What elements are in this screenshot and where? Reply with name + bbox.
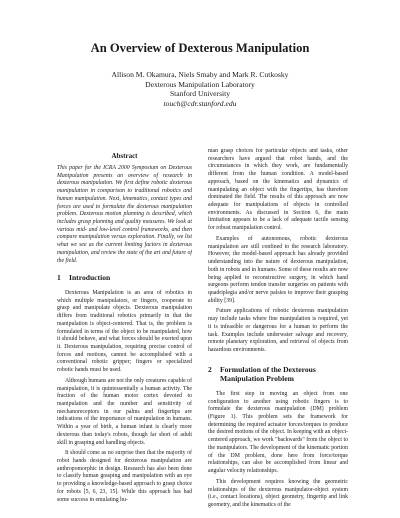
author-block xyxy=(0,70,400,108)
continued-paragraph: man grasp choices for particular objects and tasks, other researchers have argued that robot hands, and the circumstances in which they work, are fundamentally different from the human condition. A model-based approach, based on the kinematics and dynamics of manipulating an object with the fingertips, has therefore dominated the field. The results of this approach are now adequate for manipulations of objects in controlled environments. As discussed in Section 6, the main limitation appears to be a lack of adequate tactile sensing for robust manipulation control. xyxy=(208,148,348,232)
author-email: touch@cdr.stanford.edu xyxy=(163,98,237,108)
left-column xyxy=(57,152,192,518)
section-1-title: Introduction xyxy=(69,273,111,283)
paper-title: An Overview of Dexterous Manipulation xyxy=(90,41,310,55)
section-1-heading xyxy=(57,273,192,283)
abstract-heading: Abstract xyxy=(111,152,138,160)
affiliation-university: Stanford University xyxy=(169,89,231,99)
section-2-title-line2: Manipulation Problem xyxy=(220,374,294,384)
body-paragraph: Examples of autonomous, robotic dexterous manipulation are still confined to the research laboratory. However, the model-based approach has already provided understanding into the nature of dexterous manipulation, both in robots and in humans. Some of these results are now being applied to reconstructive surgery, in which hand surgeons perform tendon transfer surgeries on patients with quadriplegia and/or nerve palsies to improve their grasping ability [39]. xyxy=(208,235,348,304)
section-2-paragraph: The first step in moving an object from one configuration to another using robotic fingers is to formulate the dexterous manipulation (DM) problem (Figure 1). This problem sets the framework for determining the required actuator forces/torques to produce the desired motions of the object. In keeping with an object-centered approach, we work "backwards" from the object to the manipulators. The development of the kinematic portion of the DM problem, done here from force/torque relationships, can also be accomplished from linear and angular velocity relationships. xyxy=(208,390,348,475)
section-1-number: 1 xyxy=(57,273,61,283)
section-2-number: 2 xyxy=(208,364,212,374)
body-paragraph: Future applications of robotic dexterous manipulation may include tasks where fine manipulation is required, yet it is infeasible or dangerous for a human to perform the task. Examples include underwater salvage and recovery, remote planetary exploration, and retrieval of objects from hazardous environments. xyxy=(208,308,348,353)
section-2-heading xyxy=(208,365,348,384)
affiliation-lab: Dexterous Manipulation Laboratory xyxy=(145,79,255,89)
abstract-text: This paper for the ICRA 2000 Symposium on Dexterous Manipulation presents an overview of research in dexterous manipulation. We first define robotic dexterous manipulation in comparison to traditional robotics and human manipulation. Next, kinematics, contact types and forces are used to formulate the dexterous manipulation problem. Dexterous motion planning is described, which includes grasp planning and quality measures. We look at various mid- and low-level control frameworks, and then compare manipulation versus exploration. Finally, we list what we see as the current limiting factors in dexterous manipulation, and review the state of the art and future of the field. xyxy=(57,165,192,264)
section-1-paragraph: Although humans are not the only creatures capable of manipulation, it is quintessentially a human activity. The fraction of the human motor cortex devoted to manipulation and the number and sensitivity of mechanoreceptors in our palms and fingertips are indications of the importance of manipulation in humans. Within a year of birth, a human infant is clearly more dexterous than today's robots, though far short of adult skill in grasping and handling objects. xyxy=(57,377,192,446)
author-names: Allison M. Okamura, Niels Smaby and Mark R. Cutkosky xyxy=(111,70,289,79)
right-column xyxy=(208,148,348,514)
section-2-title-line1: Formulation of the Dexterous xyxy=(220,364,316,374)
section-2-paragraph: This development requires knowing the geometric relationships of the dexterous manipulator-object system (i.e., contact locations), object geometry, fingertip and link geometry, and the kinematics of the xyxy=(208,478,348,508)
section-1-paragraph: It should come as no surprise then that the majority of robot hands designed for dexterous manipulation are anthropomorphic in design. Research has also been done to classify human grasping and manipulation with an eye to providing a knowledge-based approach to grasp choice for robots [5, 6, 23, 15]. While this approach has had some success in emulating hu- xyxy=(57,450,192,503)
section-1-paragraph: Dexterous Manipulation is an area of robotics in which multiple manipulators, or fingers, cooperate to grasp and manipulate objects. Dexterous manipulation differs from traditional robotics primarily in that the manipulation is object-centered. That is, the problem is formulated in terms of the object to be manipulated, how it should behave, and what forces should be exerted upon it. Dexterous manipulation, requiring precise control of forces and motions, cannot be accomplished with a conventional robotic gripper; fingers or specialized robotic hands must be used. xyxy=(57,289,192,374)
